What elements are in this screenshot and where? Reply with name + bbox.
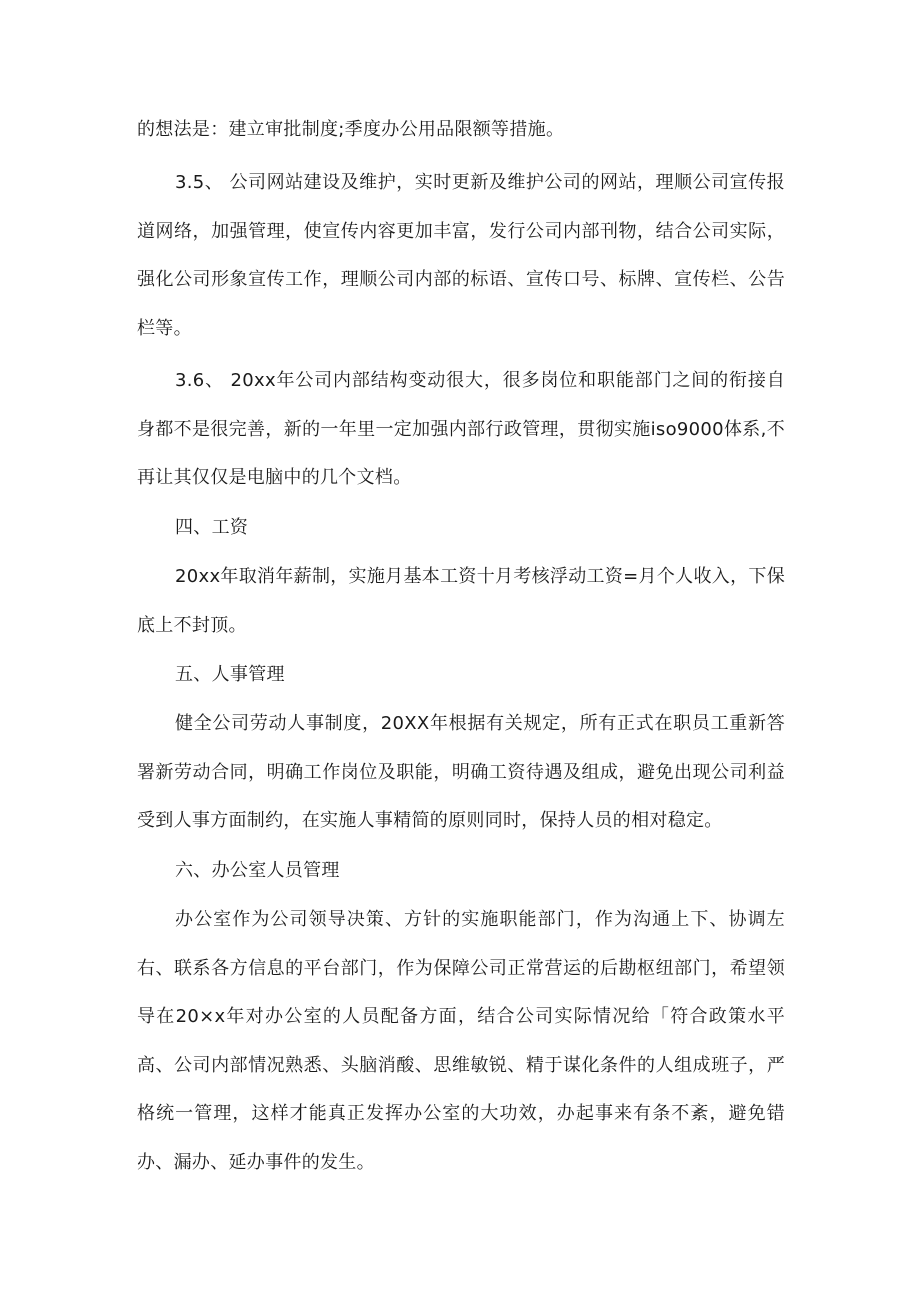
paragraph-website-maintenance: 3.5、 公司网站建设及维护，实时更新及维护公司的网站，理顺公司宣传报道网络，加强管理，使宣传内容更加丰富，发行公司内部刊物，结合公司实际，强化公司形象宣传工作，理顺公司内部的标语、宣传口号、标牌、宣传栏、公告栏等。 bbox=[137, 172, 785, 339]
paragraph-personnel-management: 健全公司劳动人事制度，20XX年根据有关规定，所有正式在职员工重新答署新劳动合同，明确工作岗位及职能，明确工资待遇及组成，避免出现公司利益受到人事方面制约，在实施人事精简的原则同时，保持人员的相对稳定。 bbox=[137, 713, 785, 832]
heading-wages: 四、工资 bbox=[175, 517, 249, 538]
paragraph-office-staff-management: 办公室作为公司领导决策、方针的实施职能部门，作为沟通上下、协调左右、联系各方信息的平台部门，作为保障公司正常营运的后勘枢纽部门，希望领导在20×x年对办公室的人员配备方面，结合公司实际情况给「符合政策水平高、公司内部情况熟悉、头脑消酸、思维敏锐、精于谋化条件的人组成班子，严格统一管理，这样才能真正发挥办公室的大功效，办起事来有条不紊，避免错办、漏办、延办事件的发生。 bbox=[137, 909, 785, 1173]
heading-office-staff-management: 六、办公室人员管理 bbox=[175, 860, 340, 881]
paragraph-wages: 20xx年取消年薪制，实施月基本工资十月考核浮动工资=月个人收入，下保底上不封顶。 bbox=[137, 566, 785, 636]
paragraph-approval-system: 的想法是：建立审批制度;季度办公用品限额等措施。 bbox=[137, 119, 565, 140]
heading-personnel-management: 五、人事管理 bbox=[175, 664, 285, 685]
paragraph-structure-change: 3.6、 20xx年公司内部结构变动很大，很多岗位和职能部门之间的衔接自身都不是很完善，新的一年里一定加强内部行政管理，贯彻实施iso9000体系,不再让其仅仅是电脑中的几个文档。 bbox=[137, 370, 785, 489]
